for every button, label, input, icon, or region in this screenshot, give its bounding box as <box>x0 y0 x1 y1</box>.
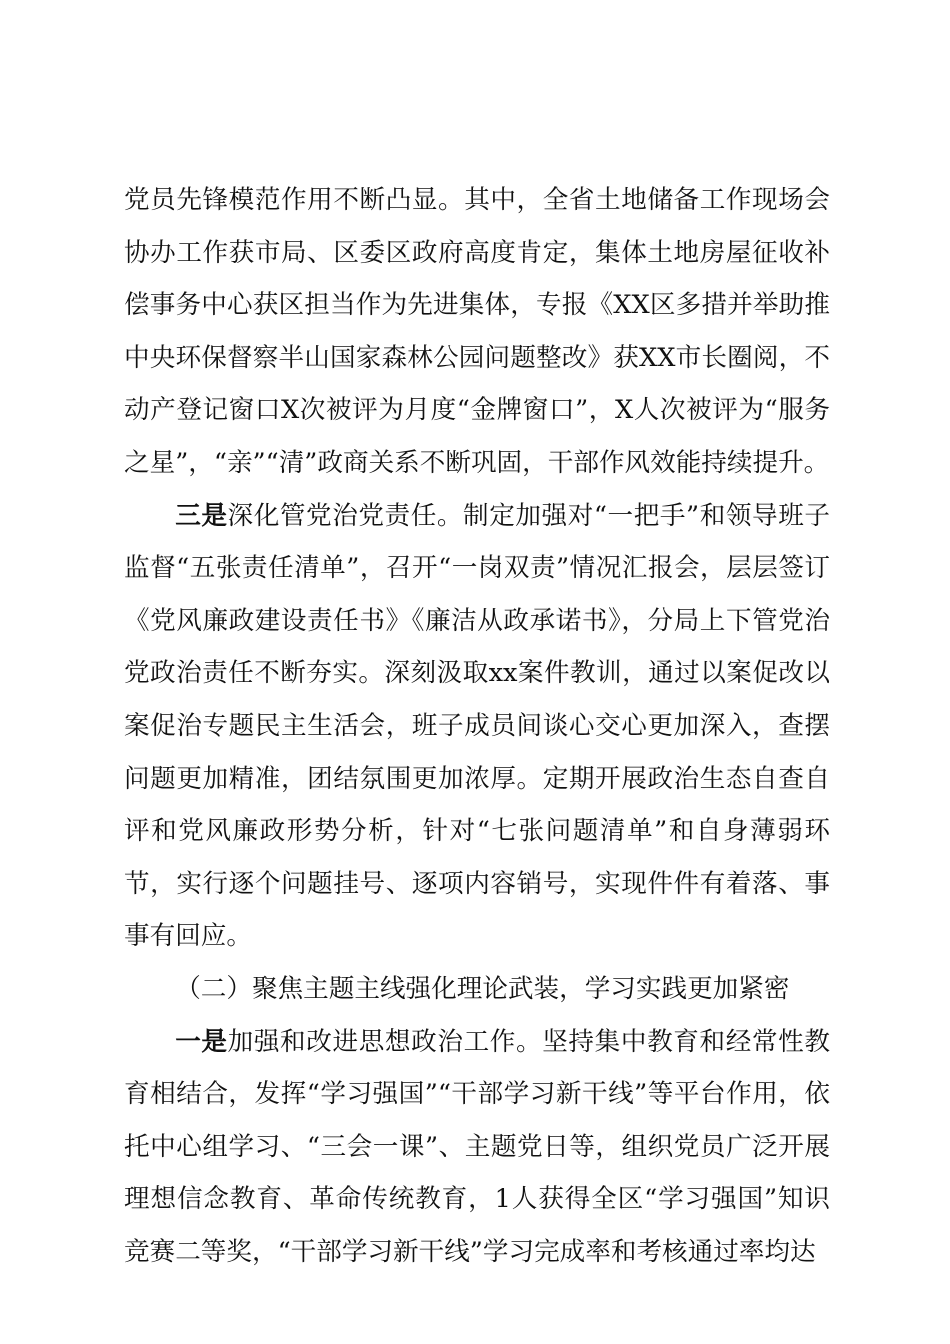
paragraph-text: 加强和改进思想政治工作。坚持集中教育和经常性教育相结合，发挥“学习强国”“干部学习新干线”等平台作用，依托中心组学习、“三会一课”、主题党日等，组织党员广泛开展理想信念教育、革命传统教育，1人获得全区“学习强国”知识竞赛二等奖，“干部学习新干线”学习完成率和考核通过率均达 <box>124 1026 830 1267</box>
paragraph-continuation <box>124 174 830 490</box>
section-heading <box>124 963 830 1016</box>
paragraph-text: 深化管党治党责任。制定加强对“一把手”和领导班子监督“五张责任清单”，召开“一岗双责”情况汇报会，层层签订《党风廉政建设责任书》《廉洁从政承诺书》，分局上下管党治党政治责任不断夯实。深刻汲取xx案件教训，通过以案促改以案促治专题民主生活会，班子成员间谈心交心更加深入，查摆问题更加精准，团结氛围更加浓厚。定期开展政治生态自查自评和党风廉政形势分析，针对“七张问题清单”和自身薄弱环节，实行逐个问题挂号、逐项内容销号，实现件件有着落、事事有回应。 <box>124 500 830 952</box>
paragraph-point-three <box>124 490 830 963</box>
section-heading-text: （二）聚焦主题主线强化理论武装，学习实践更加紧密 <box>175 973 790 1004</box>
paragraph-point-one <box>124 1016 830 1279</box>
document-body <box>124 174 830 1278</box>
paragraph-text: 党员先锋模范作用不断凸显。其中，全省土地储备工作现场会协办工作获市局、区委区政府高度肯定，集体土地房屋征收补偿事务中心获区担当作为先进集体，专报《XX区多措并举助推中央环保督察半山国家森林公园问题整改》获XX市长圈阅，不动产登记窗口X次被评为月度“金牌窗口”，X人次被评为“服务之星”，“亲”“清”政商关系不断巩固，干部作风效能持续提升。 <box>124 185 830 478</box>
paragraph-lead: 三是 <box>175 500 228 531</box>
paragraph-lead: 一是 <box>175 1026 228 1057</box>
